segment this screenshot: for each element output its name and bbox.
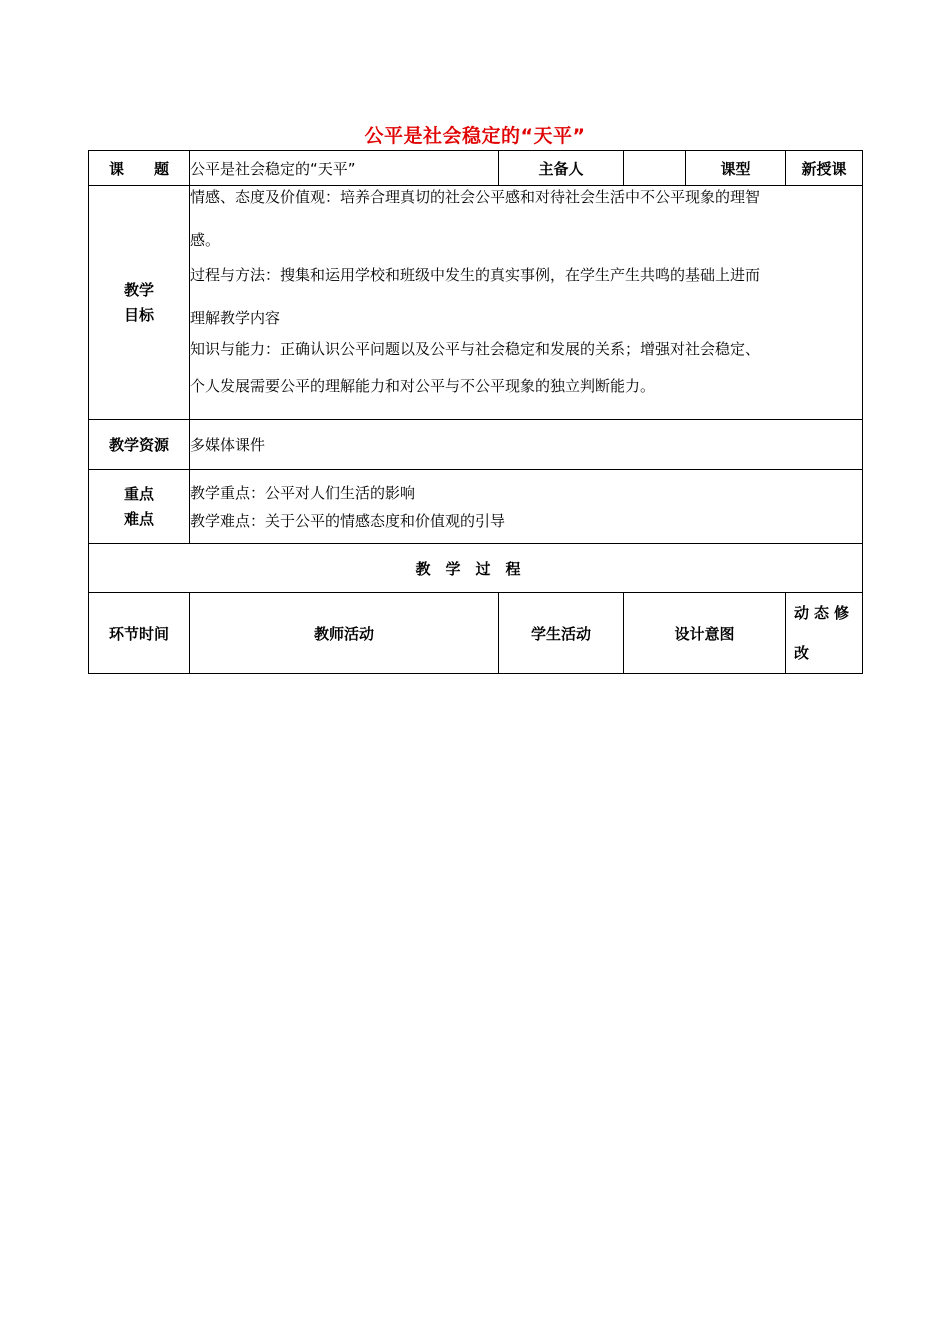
process-heading: 教学过程: [89, 544, 863, 593]
teaching-focus: 教学重点：公平对人们生活的影响: [190, 483, 416, 502]
col-teacher-activity: 教师活动: [190, 593, 499, 674]
col-design-intent: 设计意图: [624, 593, 786, 674]
goal-line-3: 过程与方法：搜集和运用学校和班级中发生的真实事例，在学生产生共鸣的基础上进而: [190, 266, 761, 284]
col-stage-time: 环节时间: [89, 593, 190, 674]
lesson-plan-table: [88, 150, 863, 674]
key-points-row: [89, 470, 863, 544]
lesson-type-label: 课型: [686, 151, 786, 186]
teaching-difficulty: 教学难点：关于公平的情感态度和价值观的引导: [190, 511, 506, 530]
topic-row: [89, 151, 863, 186]
col-dynamic-edit-line2: 改: [794, 644, 815, 662]
resources-row: [89, 420, 863, 470]
key-points-label-line2: 难点: [123, 509, 154, 528]
key-points-content: [190, 470, 863, 544]
column-header-row: [89, 593, 863, 674]
goal-line-2: 感。: [190, 231, 221, 249]
key-points-label: [89, 470, 190, 544]
col-dynamic-edit-line1: 动态修: [794, 604, 855, 622]
goal-line-5: 知识与能力：正确认识公平问题以及公平与社会稳定和发展的关系；增强对社会稳定、: [190, 340, 761, 358]
goals-label-line2: 目标: [123, 305, 154, 324]
preparer-value: [624, 151, 686, 186]
goals-label-line1: 教学: [123, 280, 154, 299]
page-title: 公平是社会稳定的“天平”: [364, 125, 586, 147]
goal-line-4: 理解教学内容: [190, 309, 281, 327]
goals-label: [89, 186, 190, 420]
resources-value: 多媒体课件: [190, 420, 863, 470]
goal-line-1: 情感、态度及价值观：培养合理真切的社会公平感和对待社会生活中不公平现象的理智: [190, 188, 761, 206]
key-points-label-line1: 重点: [123, 484, 154, 503]
lesson-type-value: 新授课: [786, 151, 863, 186]
goals-content: [190, 186, 863, 420]
col-student-activity: 学生活动: [499, 593, 624, 674]
goals-row: [89, 186, 863, 420]
process-heading-row: [89, 544, 863, 593]
topic-value: 公平是社会稳定的“天平”: [190, 151, 499, 186]
topic-label: 课 题: [89, 151, 190, 186]
preparer-label: 主备人: [499, 151, 624, 186]
col-dynamic-edit: [786, 593, 863, 674]
goal-line-6: 个人发展需要公平的理解能力和对公平与不公平现象的独立判断能力。: [190, 377, 656, 395]
resources-label: 教学资源: [89, 420, 190, 470]
